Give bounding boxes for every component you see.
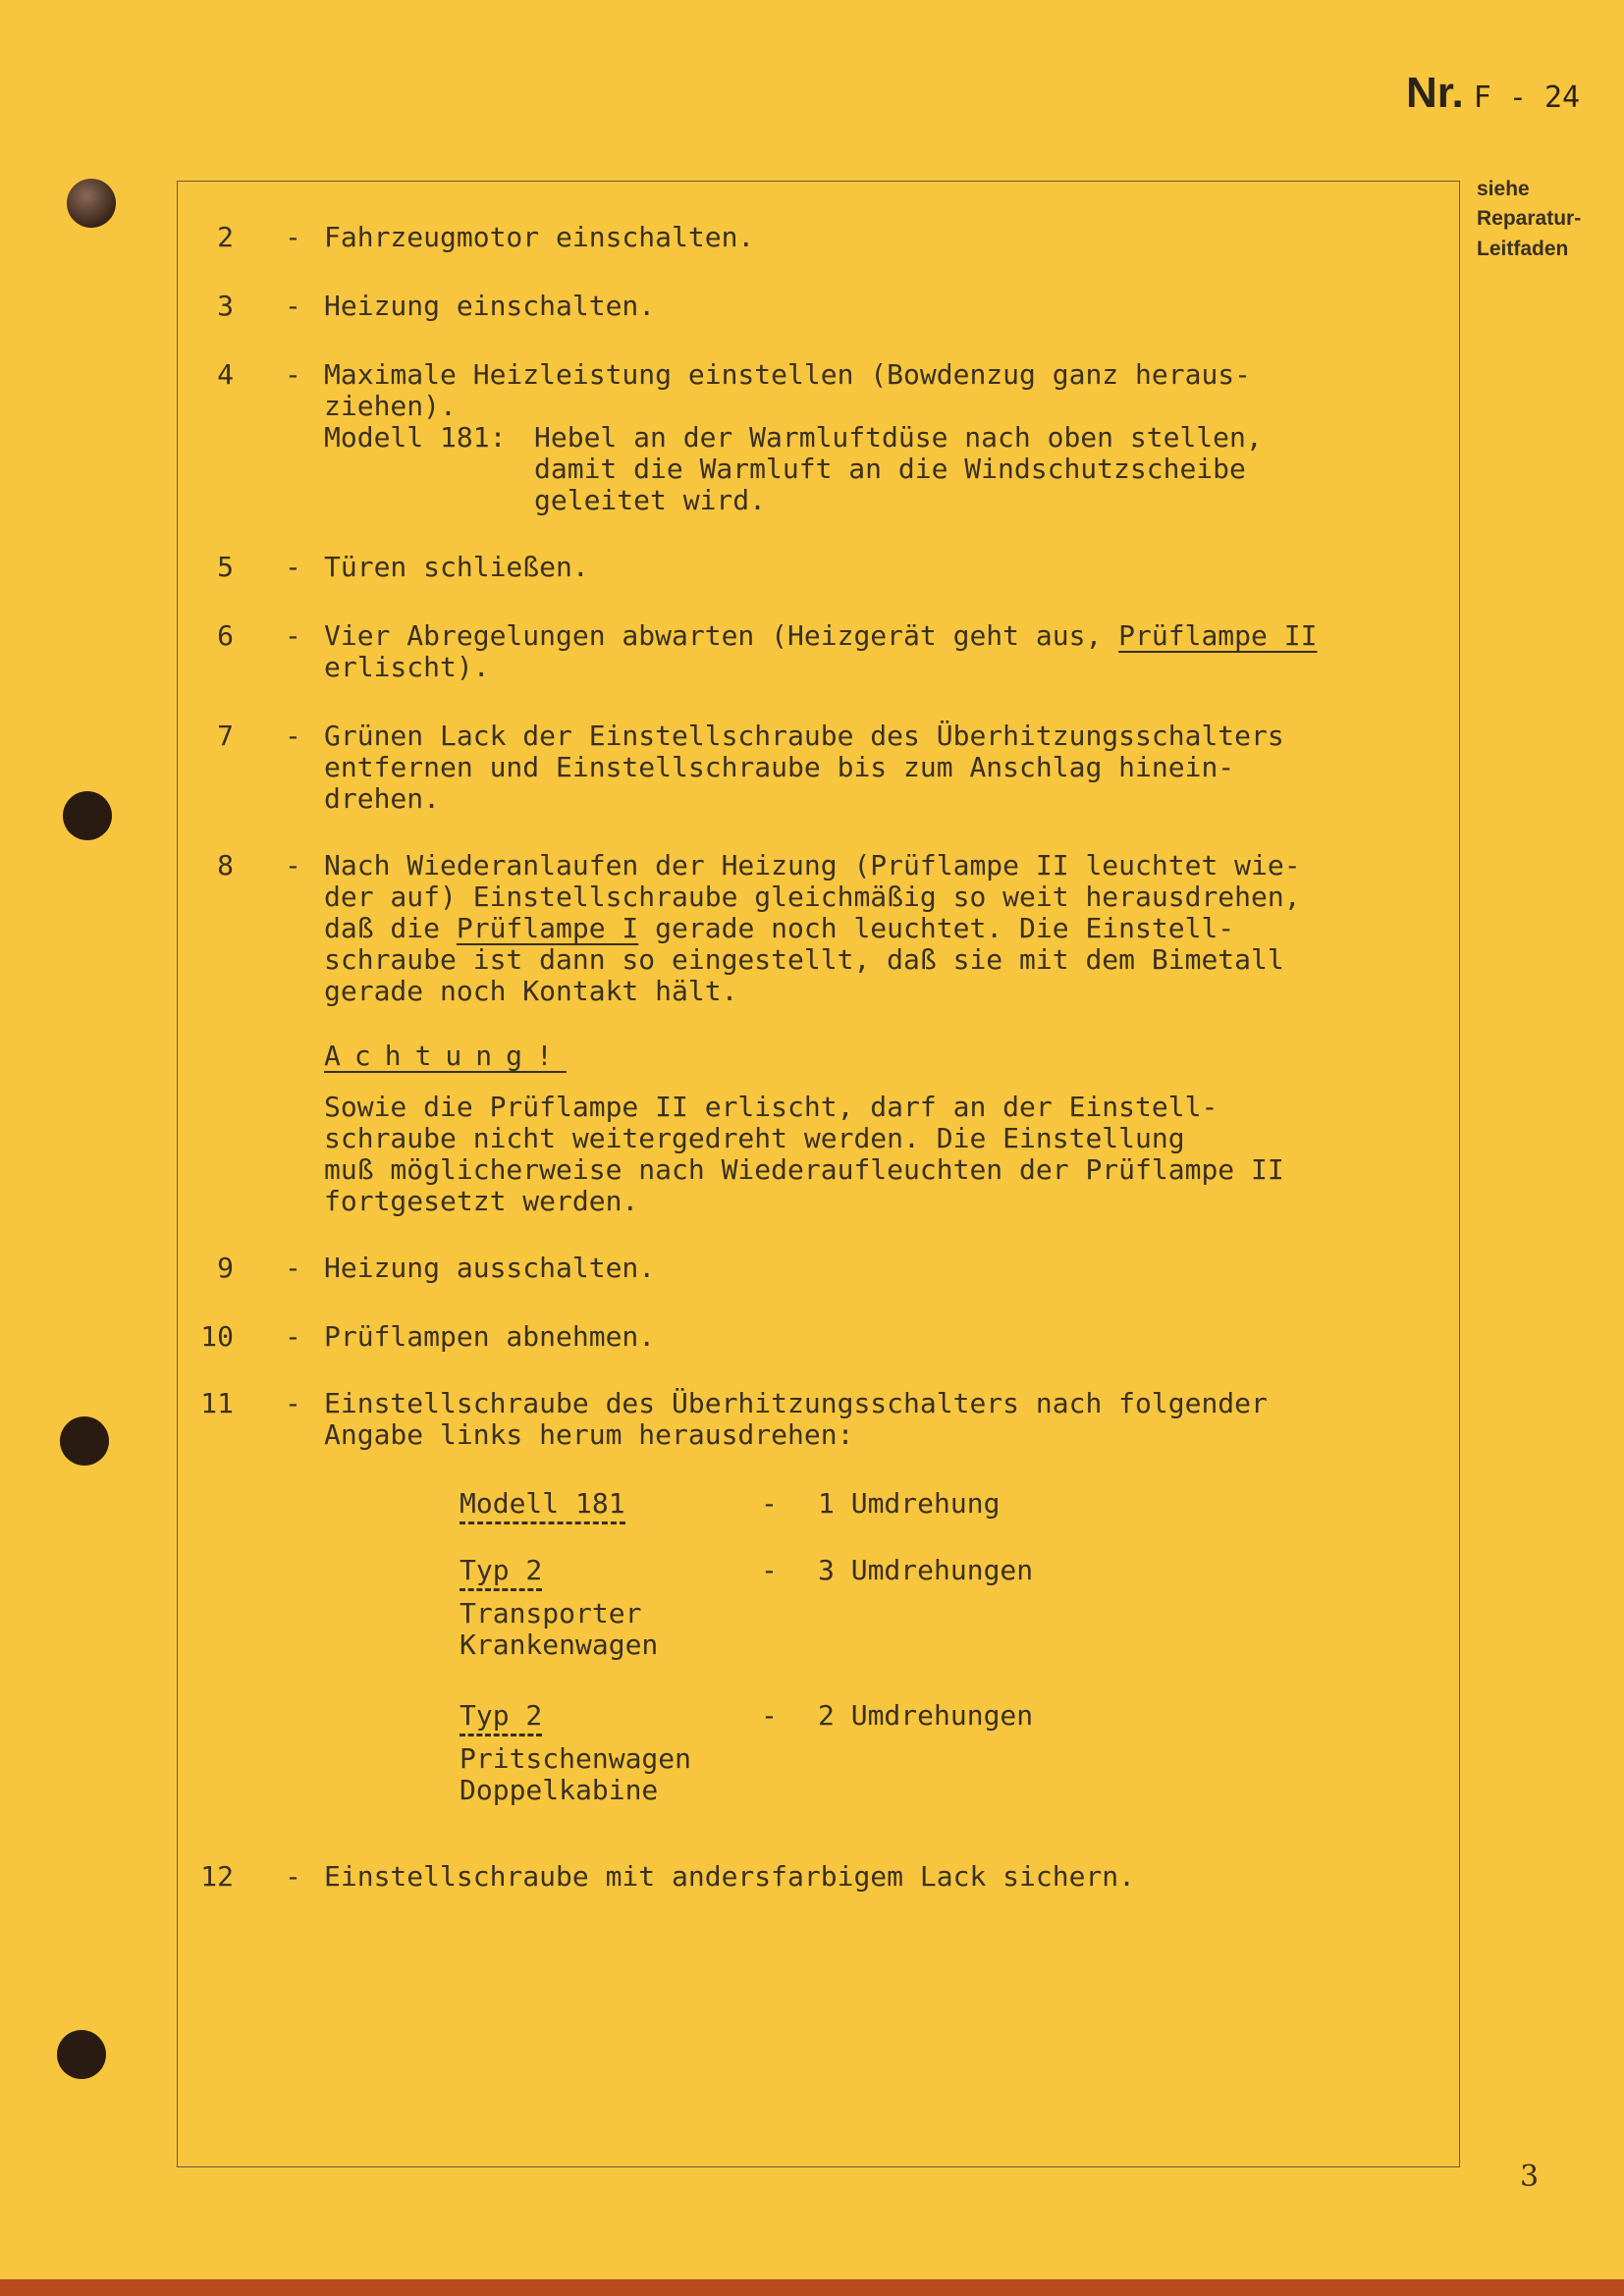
page-edge [0, 2279, 1624, 2296]
vehicle-type: Typ 2 [460, 1699, 542, 1736]
model-label: Modell 181: [324, 421, 507, 454]
step-text: Grünen Lack der Einstellschraube des Überhitzungsschalters entfernen und Einstellschraube bis zum Anschlag hinein- drehen. [324, 720, 1284, 815]
step-number: 6 [217, 619, 234, 652]
vehicle-type: Modell 181 [460, 1487, 625, 1524]
achtung-title: Achtung! [324, 1040, 567, 1072]
step-text: Vier Abregelungen abwarten (Heizgerät geht aus, Prüflampe II erlischt). [324, 619, 1318, 683]
step-text: Einstellschraube mit andersfarbigem Lack sichern. [324, 1860, 1136, 1893]
step-number: 11 [200, 1387, 234, 1419]
nr-label: Nr. [1406, 69, 1464, 117]
step-text: Heizung einschalten. [324, 290, 656, 322]
page-number: 3 [1520, 2160, 1540, 2194]
step-text: Türen schließen. [324, 551, 589, 583]
step-number: 8 [217, 849, 234, 881]
step-number: 2 [217, 221, 234, 253]
step-text: Nach Wiederanlaufen der Heizung (Prüflampe II leuchtet wie- der auf) Einstellschraube gleichmäßig so weit herausdrehen, daß die Prüflampe I gerade noch leuchtet. Die Einstell- schraube ist dann so eingestellt, daß sie mit dem Bimetall gerade noch Kontakt hält. [324, 849, 1301, 1007]
step-text: Prüflampen abnehmen. [324, 1320, 656, 1353]
pruflampe-i-ref: Prüflampe I [456, 912, 639, 944]
step-number: 3 [217, 290, 234, 322]
instructions: 2 - Fahrzeugmotor einschalten. 3 - Heizung einschalten. 4 - Maximale Heizleistung einstellen (Bowdenzug ganz heraus- ziehen). Modell 181: Hebel an der Warmluftdüse nach oben stellen, damit die Warmluft an die Windschutzscheibe geleitet wird. 5 - Türen schließen. 6 - Vier Abregelungen abwarten (Heizgerät geht aus, Prüflampe II erlischt). 7 - Grünen Lack der Einstellschraube des Überhitzungsschalters entfernen und Einstellschraube bis zum Anschlag hinein- drehen. 8 - Nach Wiederanlaufen der Heizung (Prüflampe II leuchtet wie- der auf) Einstellschraube gleichmäßig so weit herausdrehen, daß die Prüflampe I gerade noch leuchtet. Die Einstell- schraube ist dann so eingestellt, daß sie mit dem Bimetall gerade noch Kontakt hält. Achtung! Sowie die Prüflampe II erlischt, darf an der Einstell- schraube nicht weitergedreht werden. Die Einstellung muß möglicherweise nach Wiederaufleuchten der Prüflampe II fortgesetzt werden. 9 - Heizung ausschalten. 10 - Prüflampen abnehmen. 11 - Einstellschraube des Überhitzungsschalters nach folgender Angabe links herum herausdrehen: Modell 181 - 1 Umdrehung Typ 2 Transporter Krankenwagen - 3 Umdrehungen Typ 2 Pritschenwagen Doppelkabine - 2 Umdrehungen 12 - Einstellschraube mit andersfarbigem Lack sichern. [0, 0, 1624, 2296]
model-text: Hebel an der Warmluftdüse nach oben stellen, damit die Warmluft an die Windschutzscheibe geleitet wird. [534, 421, 1263, 516]
step-number: 5 [217, 551, 234, 583]
turns-value: 1 Umdrehung [818, 1487, 1001, 1520]
vehicle-variants: Transporter Krankenwagen [460, 1597, 659, 1661]
turns-value: 3 Umdrehungen [818, 1554, 1034, 1586]
vehicle-type: Typ 2 [460, 1554, 542, 1591]
step-text: Heizung ausschalten. [324, 1252, 656, 1284]
side-note-line: Leitfaden [1477, 237, 1569, 260]
step-number: 7 [217, 720, 234, 752]
pruflampe-ii-ref: Prüflampe II [1118, 619, 1318, 652]
step-number: 12 [200, 1860, 234, 1893]
step-text: Fahrzeugmotor einschalten. [324, 221, 755, 253]
nr-value: F - 24 [1473, 80, 1581, 115]
step-number: 4 [217, 358, 234, 391]
step-number: 9 [217, 1252, 234, 1284]
achtung-text: Sowie die Prüflampe II erlischt, darf an der Einstell- schraube nicht weitergedreht werden. Die Einstellung muß möglicherweise nach Wiederaufleuchten der Prüflampe II fortgesetzt werden. [324, 1091, 1284, 1217]
vehicle-variants: Pritschenwagen Doppelkabine [460, 1742, 692, 1806]
side-note-line: siehe [1477, 178, 1530, 200]
side-note-line: Reparatur- [1477, 207, 1582, 231]
turns-value: 2 Umdrehungen [818, 1699, 1034, 1732]
step-text: Einstellschraube des Überhitzungsschalters nach folgender Angabe links herum herausdrehen: [324, 1387, 1268, 1451]
step-number: 10 [200, 1320, 234, 1353]
step-text: Maximale Heizleistung einstellen (Bowdenzug ganz heraus- ziehen). [324, 358, 1252, 422]
